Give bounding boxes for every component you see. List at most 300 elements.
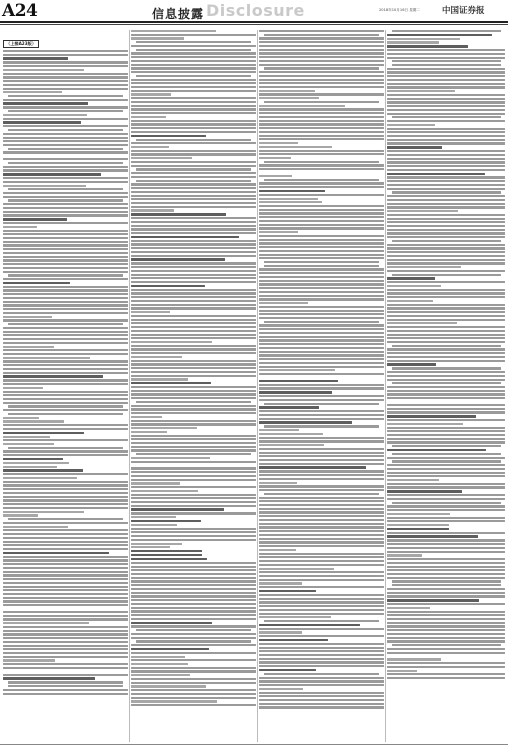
text-line	[3, 316, 52, 318]
text-line	[259, 571, 384, 573]
text-line	[387, 221, 505, 223]
text-line	[392, 445, 501, 447]
issue-date: 2018年10月16日 星期二	[379, 8, 420, 12]
text-line	[387, 371, 505, 373]
text-line	[387, 535, 478, 537]
text-line	[3, 158, 128, 160]
text-line	[3, 637, 128, 639]
text-line	[3, 196, 128, 198]
text-line	[387, 139, 505, 141]
text-line	[131, 315, 256, 317]
text-line	[259, 391, 332, 393]
text-line	[131, 157, 192, 159]
text-line	[136, 453, 251, 455]
text-line	[3, 125, 128, 127]
text-line	[387, 311, 505, 313]
text-line	[3, 454, 128, 456]
text-line	[259, 703, 384, 705]
text-line	[259, 168, 384, 170]
text-line	[3, 57, 68, 59]
text-line	[387, 595, 505, 597]
text-line	[3, 641, 128, 643]
text-line	[3, 663, 128, 665]
text-line	[259, 601, 384, 603]
text-line	[259, 658, 384, 660]
text-line	[3, 586, 128, 588]
text-line	[387, 270, 505, 272]
text-line	[131, 438, 256, 440]
text-line	[131, 420, 256, 422]
text-line	[131, 153, 256, 155]
text-line	[259, 120, 384, 122]
text-line	[131, 610, 256, 612]
text-line	[387, 188, 505, 190]
text-line	[387, 472, 505, 474]
text-line	[387, 322, 457, 324]
text-line	[3, 259, 128, 261]
text-line	[259, 575, 384, 577]
text-line	[259, 414, 384, 416]
text-line	[3, 458, 63, 460]
text-line	[392, 30, 501, 32]
text-line	[3, 548, 128, 550]
text-line	[387, 289, 505, 291]
text-line	[8, 274, 123, 276]
text-line	[131, 202, 256, 204]
text-line	[259, 560, 384, 562]
text-line	[259, 688, 303, 690]
text-line	[259, 635, 384, 637]
text-line	[259, 500, 384, 502]
text-line	[259, 93, 384, 95]
text-line	[131, 236, 239, 238]
text-line	[3, 226, 37, 228]
text-line	[131, 240, 256, 242]
text-line	[131, 123, 256, 125]
text-line	[259, 310, 384, 312]
text-line	[8, 447, 123, 449]
text-line	[131, 618, 256, 620]
text-line	[259, 224, 384, 226]
text-line	[131, 277, 256, 279]
text-line	[131, 449, 256, 451]
text-line	[259, 298, 384, 300]
text-line	[131, 319, 256, 321]
text-line	[3, 207, 128, 209]
text-line	[131, 296, 256, 298]
text-line	[131, 337, 256, 339]
text-line	[3, 121, 81, 123]
text-line	[3, 652, 128, 654]
text-line	[387, 633, 505, 635]
text-line	[259, 448, 384, 450]
text-line	[3, 73, 128, 75]
text-line	[259, 209, 384, 211]
text-line	[259, 482, 297, 484]
text-line	[259, 478, 384, 480]
text-line	[3, 578, 128, 580]
text-line	[387, 158, 505, 160]
text-line	[131, 60, 256, 62]
text-line	[136, 49, 251, 51]
text-line	[131, 217, 256, 219]
text-line	[387, 427, 505, 429]
text-line	[131, 678, 256, 680]
text-line	[3, 301, 128, 303]
text-line	[131, 508, 224, 510]
text-line	[8, 518, 123, 520]
text-line	[3, 556, 128, 558]
text-line	[3, 65, 128, 67]
text-line	[131, 258, 225, 260]
text-line	[3, 357, 90, 359]
text-line	[131, 648, 209, 650]
text-line	[259, 421, 352, 423]
text-line	[259, 373, 384, 375]
text-line	[131, 427, 197, 429]
text-line	[387, 94, 505, 96]
text-line	[8, 188, 123, 190]
text-line	[387, 505, 505, 507]
text-line	[259, 418, 384, 420]
text-line	[259, 661, 384, 663]
text-line	[259, 519, 384, 521]
text-line	[387, 637, 505, 639]
text-line	[3, 368, 128, 370]
text-line	[387, 622, 505, 624]
text-line	[131, 127, 256, 129]
text-line	[131, 195, 256, 197]
text-line	[131, 531, 256, 533]
text-line	[131, 461, 256, 463]
text-line	[387, 348, 505, 350]
text-line	[131, 243, 256, 245]
text-line	[259, 433, 323, 435]
text-line	[3, 360, 128, 362]
text-line	[259, 647, 384, 649]
text-line	[387, 214, 505, 216]
text-line	[131, 550, 202, 552]
text-line	[392, 191, 501, 193]
text-line	[3, 693, 128, 695]
text-line	[387, 184, 505, 186]
text-line	[131, 371, 256, 373]
text-line	[259, 108, 384, 110]
text-line	[131, 592, 256, 594]
text-line	[259, 116, 384, 118]
text-line	[131, 693, 256, 695]
text-line	[3, 466, 57, 468]
text-line	[387, 41, 439, 43]
text-line	[3, 252, 128, 254]
text-line	[387, 404, 505, 406]
text-line	[387, 315, 505, 317]
text-line	[3, 80, 128, 82]
text-line	[131, 52, 256, 54]
text-line	[3, 331, 128, 333]
text-line	[131, 393, 256, 395]
text-line	[387, 262, 505, 264]
text-line	[259, 268, 384, 270]
text-line	[3, 492, 128, 494]
text-line	[3, 473, 128, 475]
text-column-4	[387, 30, 505, 681]
text-line	[131, 494, 256, 496]
text-line	[387, 255, 505, 257]
text-line	[259, 650, 384, 652]
text-line	[3, 286, 128, 288]
masthead-rule-thin	[0, 24, 508, 25]
text-line	[259, 459, 384, 461]
text-line	[387, 337, 505, 339]
text-line	[136, 629, 251, 631]
text-line	[387, 232, 505, 234]
text-line	[387, 673, 505, 675]
text-line	[387, 666, 505, 668]
text-line	[259, 508, 384, 510]
text-line	[264, 425, 379, 427]
text-line	[259, 131, 384, 133]
text-line	[3, 537, 128, 539]
text-line	[387, 334, 505, 336]
text-line	[131, 633, 256, 635]
text-line	[392, 502, 501, 504]
text-line	[387, 599, 479, 601]
text-line	[387, 154, 505, 156]
text-line	[387, 199, 505, 201]
text-line	[3, 648, 128, 650]
text-line	[259, 306, 384, 308]
text-line	[387, 277, 435, 279]
text-line	[264, 67, 379, 69]
text-line	[264, 673, 379, 675]
text-line	[387, 45, 468, 47]
text-line	[387, 319, 505, 321]
text-line	[259, 71, 384, 73]
text-line	[136, 139, 251, 141]
text-line	[387, 352, 505, 354]
text-line	[131, 213, 226, 215]
text-line	[259, 351, 384, 353]
text-line	[3, 387, 43, 389]
text-line	[387, 356, 505, 358]
masthead-rule	[0, 21, 508, 23]
text-line	[131, 416, 162, 418]
text-line	[387, 494, 505, 496]
text-line	[131, 375, 256, 377]
text-line	[131, 341, 212, 343]
text-line	[387, 677, 505, 679]
text-line	[3, 600, 128, 602]
text-line	[3, 432, 84, 434]
text-line	[8, 685, 123, 687]
text-line	[131, 685, 206, 687]
continuation-label: （上接A23版）	[3, 40, 39, 48]
text-line	[131, 378, 188, 380]
text-line	[3, 349, 128, 351]
text-line	[3, 166, 128, 168]
text-line	[131, 423, 256, 425]
text-line	[387, 554, 422, 556]
masthead	[0, 0, 508, 28]
text-line	[387, 68, 505, 70]
text-line	[131, 408, 256, 410]
text-line	[392, 460, 501, 462]
text-line	[131, 292, 256, 294]
text-line	[131, 172, 256, 174]
text-line	[131, 90, 256, 92]
text-line	[387, 423, 463, 425]
text-line	[8, 413, 123, 415]
text-line	[8, 95, 123, 97]
text-column-1	[3, 30, 128, 696]
text-line	[259, 127, 384, 129]
text-line	[387, 652, 505, 654]
text-line	[3, 462, 69, 464]
text-line	[387, 206, 505, 208]
text-line	[3, 289, 128, 291]
text-line	[3, 563, 128, 565]
text-line	[259, 153, 384, 155]
text-line	[131, 255, 256, 257]
text-line	[387, 165, 505, 167]
text-line	[3, 529, 128, 531]
text-line	[264, 179, 379, 181]
text-line	[131, 307, 256, 309]
text-line	[3, 567, 128, 569]
text-line	[387, 408, 505, 410]
text-line	[259, 545, 384, 547]
text-line	[131, 607, 256, 609]
text-line	[131, 435, 256, 437]
text-line	[131, 274, 256, 276]
text-line	[259, 366, 384, 368]
text-line	[131, 625, 256, 627]
text-line	[387, 300, 433, 302]
text-line	[131, 285, 205, 287]
text-line	[387, 520, 505, 522]
text-line	[259, 146, 332, 148]
text-line	[387, 341, 505, 343]
text-line	[3, 645, 128, 647]
text-line	[259, 138, 384, 140]
text-line	[259, 164, 384, 166]
text-line	[259, 123, 384, 125]
text-line	[3, 237, 128, 239]
text-line	[259, 317, 384, 319]
text-line	[259, 677, 384, 679]
text-line	[3, 133, 128, 135]
text-line	[131, 524, 177, 526]
text-line	[3, 443, 54, 445]
text-line	[259, 369, 335, 371]
text-line	[131, 86, 256, 88]
text-line	[3, 424, 128, 426]
text-line	[131, 397, 256, 399]
text-line	[131, 382, 211, 384]
text-line	[3, 50, 128, 52]
text-line	[131, 457, 210, 459]
text-line	[131, 289, 256, 291]
text-line	[387, 419, 505, 421]
text-line	[131, 697, 256, 699]
text-line	[3, 346, 54, 348]
text-line	[387, 509, 505, 511]
text-line	[387, 532, 505, 534]
text-line	[387, 330, 505, 332]
text-line	[259, 30, 384, 32]
text-line	[259, 347, 384, 349]
text-line	[131, 363, 256, 365]
text-line	[259, 354, 384, 356]
text-line	[3, 61, 128, 63]
text-line	[131, 479, 256, 481]
text-line	[387, 539, 505, 541]
text-line	[131, 674, 190, 676]
text-line	[392, 367, 501, 369]
text-line	[259, 313, 384, 315]
text-line	[131, 584, 256, 586]
text-line	[3, 338, 128, 340]
text-line	[131, 146, 169, 148]
text-line	[3, 499, 128, 501]
text-line	[131, 34, 256, 36]
text-line	[131, 546, 170, 548]
text-line	[3, 282, 70, 284]
text-line	[131, 569, 256, 571]
text-line	[259, 497, 384, 499]
text-line	[259, 358, 384, 360]
text-line	[387, 577, 505, 579]
text-line	[3, 689, 128, 691]
text-line	[259, 82, 384, 84]
text-line	[387, 292, 505, 294]
text-line	[259, 75, 384, 77]
text-line	[387, 142, 505, 144]
text-line	[131, 595, 256, 597]
text-line	[131, 270, 256, 272]
text-line	[392, 64, 501, 66]
text-line	[387, 34, 492, 36]
text-line	[387, 498, 505, 500]
text-line	[3, 334, 128, 336]
text-line	[131, 580, 256, 582]
text-line	[259, 564, 384, 566]
text-line	[3, 293, 128, 295]
text-line	[3, 477, 77, 479]
text-line	[259, 549, 296, 551]
text-line	[136, 41, 251, 43]
text-line	[3, 248, 128, 250]
text-line	[131, 700, 217, 702]
text-line	[259, 669, 316, 671]
text-line	[3, 582, 128, 584]
text-line	[387, 307, 505, 309]
text-line	[131, 97, 256, 99]
page-number: A24	[2, 1, 38, 21]
text-line	[259, 530, 384, 532]
text-line	[387, 105, 505, 107]
text-line	[3, 622, 89, 624]
text-line	[264, 620, 379, 622]
text-line	[131, 442, 256, 444]
text-line	[131, 161, 256, 163]
text-line	[259, 182, 384, 184]
body-text	[131, 30, 256, 706]
text-line	[131, 356, 182, 358]
text-line	[259, 534, 384, 536]
text-line	[259, 276, 384, 278]
